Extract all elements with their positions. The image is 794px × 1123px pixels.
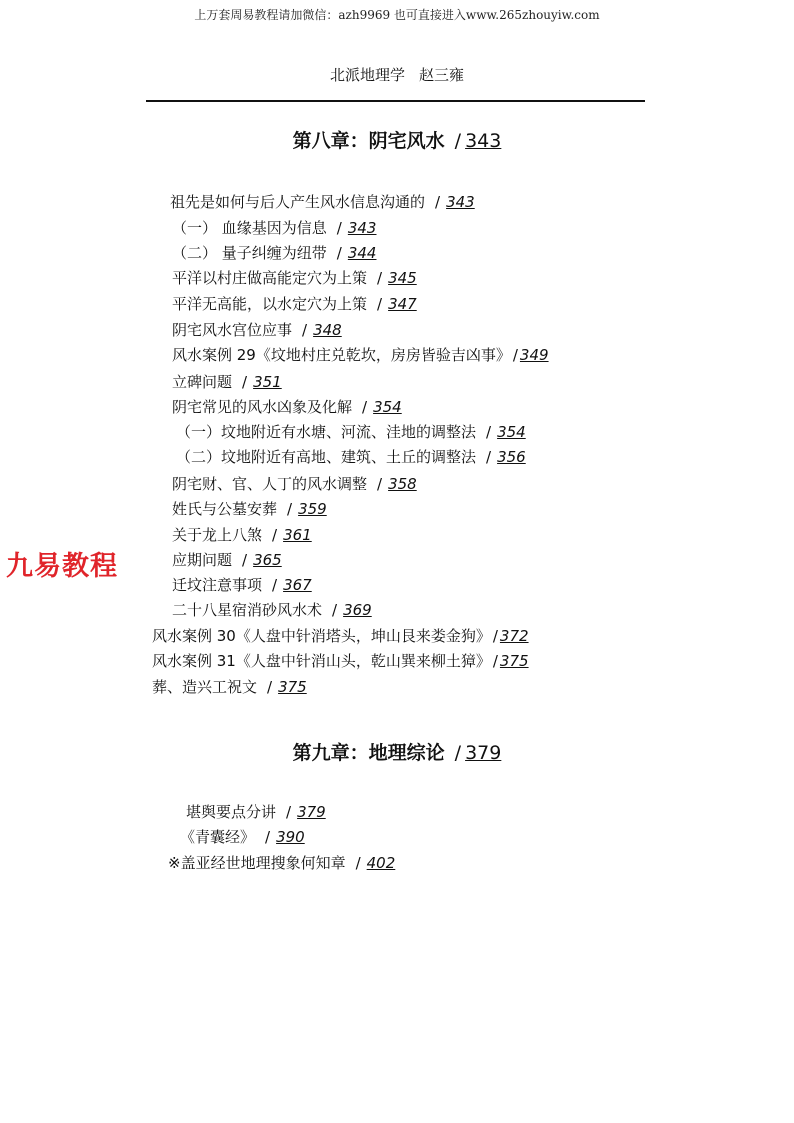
entry-page[interactable]: 402 bbox=[366, 854, 396, 872]
entry-title: 关于龙上八煞 bbox=[172, 526, 263, 544]
top-notice: 上万套周易教程请加微信：azh9969 也可直接进入www.265zhouyiw.com bbox=[194, 8, 600, 22]
entry-title: （一） 血缘基因为信息 bbox=[172, 219, 327, 237]
entry-title: 《青囊经》 bbox=[180, 828, 256, 846]
toc-entry[interactable]: 立碑问题 / 351 bbox=[172, 372, 285, 392]
watermark-logo: 九易教程 bbox=[6, 551, 118, 582]
entry-page[interactable]: 349 bbox=[519, 346, 549, 364]
running-header bbox=[0, 64, 794, 85]
entry-page[interactable]: 344 bbox=[347, 244, 377, 262]
entry-page[interactable]: 351 bbox=[253, 373, 282, 391]
toc-entry[interactable]: （一）坟地附近有水塘、河流、洼地的调整法 / 354 bbox=[176, 422, 529, 442]
entry-page[interactable]: 348 bbox=[313, 321, 342, 339]
entry-title: 风水案例 29《坟地村庄兑乾坎，房房皆验吉凶事》 bbox=[172, 346, 511, 364]
entry-title: （二）坟地附近有高地、建筑、土丘的调整法 bbox=[176, 448, 477, 466]
toc-entry[interactable]: 关于龙上八煞 / 361 bbox=[172, 525, 315, 545]
chapter-heading[interactable]: 第八章：阴宅风水 / 343 bbox=[292, 130, 502, 152]
entry-page[interactable]: 343 bbox=[347, 219, 377, 237]
book-title: 北派地理学 bbox=[329, 66, 405, 84]
header-rule bbox=[146, 100, 645, 102]
chapter-title: 第九章：地理综论 bbox=[292, 742, 445, 764]
entry-title: 应期问题 bbox=[172, 551, 233, 569]
book-author: 赵三雍 bbox=[419, 66, 465, 84]
toc-entry[interactable]: 风水案例 30《人盘中针消塔头，坤山艮来娄金狗》 / 372 bbox=[152, 626, 532, 646]
entry-page[interactable]: 367 bbox=[283, 576, 312, 594]
entry-page[interactable]: 375 bbox=[278, 678, 307, 696]
entry-page[interactable]: 354 bbox=[497, 423, 526, 441]
entry-page[interactable]: 375 bbox=[499, 652, 529, 670]
entry-title: 阴宅风水宫位应事 bbox=[172, 321, 293, 339]
entry-page[interactable]: 345 bbox=[388, 269, 417, 287]
toc-entry[interactable]: 葬、造兴工祝文 / 375 bbox=[152, 677, 310, 697]
toc-entry[interactable]: 应期问题 / 365 bbox=[172, 550, 285, 570]
entry-title: （一）坟地附近有水塘、河流、洼地的调整法 bbox=[176, 423, 477, 441]
entry-title: 祖先是如何与后人产生风水信息沟通的 bbox=[170, 193, 426, 211]
entry-page[interactable]: 358 bbox=[388, 475, 417, 493]
entry-page[interactable]: 354 bbox=[373, 398, 402, 416]
entry-title: 葬、造兴工祝文 bbox=[152, 678, 258, 696]
toc-entry[interactable]: 阴宅风水宫位应事 / 348 bbox=[172, 320, 345, 340]
entry-page[interactable]: 379 bbox=[297, 803, 326, 821]
toc-entry[interactable]: ※盖亚经世地理搜象何知章 / 402 bbox=[168, 853, 399, 873]
entry-page[interactable]: 359 bbox=[298, 500, 327, 518]
toc-entry[interactable]: 堪舆要点分讲 / 379 bbox=[186, 802, 329, 822]
entry-page[interactable]: 390 bbox=[276, 828, 305, 846]
entry-page[interactable]: 361 bbox=[283, 526, 312, 544]
entry-title: 阴宅常见的风水凶象及化解 bbox=[172, 398, 353, 416]
entry-page[interactable]: 365 bbox=[253, 551, 282, 569]
chapter-title: 第八章：阴宅风水 bbox=[292, 130, 445, 152]
entry-title: 风水案例 30《人盘中针消塔头，坤山艮来娄金狗》 bbox=[152, 627, 491, 645]
toc-entry[interactable]: （二） 量子纠缠为纽带 / 344 bbox=[172, 243, 380, 263]
toc-entry[interactable]: （二）坟地附近有高地、建筑、土丘的调整法 / 356 bbox=[176, 447, 529, 467]
toc-entry[interactable]: 二十八星宿消砂风水术 / 369 bbox=[172, 600, 375, 620]
toc-entry[interactable]: 风水案例 29《坟地村庄兑乾坎，房房皆验吉凶事》 / 349 bbox=[172, 345, 552, 365]
entry-title: 平洋无高能，以水定穴为上策 bbox=[172, 295, 368, 313]
entry-title: 堪舆要点分讲 bbox=[186, 803, 277, 821]
entry-title: 平洋以村庄做高能定穴为上策 bbox=[172, 269, 368, 287]
entry-title: 迁坟注意事项 bbox=[172, 576, 263, 594]
entry-title: 风水案例 31《人盘中针消山头，乾山巽来柳土獐》 bbox=[152, 652, 491, 670]
chapter-heading[interactable]: 第九章：地理综论 / 379 bbox=[292, 742, 502, 764]
toc-entry[interactable]: 《青囊经》 / 390 bbox=[180, 827, 308, 847]
chapter-page[interactable]: 343 bbox=[465, 130, 502, 152]
entry-title: 立碑问题 bbox=[172, 373, 233, 391]
chapter-page[interactable]: 379 bbox=[465, 742, 502, 764]
entry-page[interactable]: 369 bbox=[343, 601, 372, 619]
toc-entry[interactable]: （一） 血缘基因为信息 / 343 bbox=[172, 218, 380, 238]
toc-entry[interactable]: 姓氏与公墓安葬 / 359 bbox=[172, 499, 330, 519]
toc-entry[interactable]: 平洋以村庄做高能定穴为上策 / 345 bbox=[172, 268, 420, 288]
entry-title: 阴宅财、官、人丁的风水调整 bbox=[172, 475, 368, 493]
entry-page[interactable]: 372 bbox=[499, 627, 529, 645]
toc-entry[interactable]: 阴宅常见的风水凶象及化解 / 354 bbox=[172, 397, 405, 417]
entry-page[interactable]: 347 bbox=[388, 295, 417, 313]
toc-entry[interactable]: 阴宅财、官、人丁的风水调整 / 358 bbox=[172, 474, 420, 494]
entry-page[interactable]: 343 bbox=[446, 193, 475, 211]
toc-entry[interactable]: 祖先是如何与后人产生风水信息沟通的 / 343 bbox=[170, 192, 478, 212]
entry-title: ※盖亚经世地理搜象何知章 bbox=[168, 854, 346, 872]
entry-title: 姓氏与公墓安葬 bbox=[172, 500, 278, 518]
entry-page[interactable]: 356 bbox=[497, 448, 526, 466]
toc-entry[interactable]: 迁坟注意事项 / 367 bbox=[172, 575, 315, 595]
entry-title: （二） 量子纠缠为纽带 bbox=[172, 244, 327, 262]
toc-entry[interactable]: 风水案例 31《人盘中针消山头，乾山巽来柳土獐》 / 375 bbox=[152, 651, 532, 671]
toc-entry[interactable]: 平洋无高能，以水定穴为上策 / 347 bbox=[172, 294, 420, 314]
entry-title: 二十八星宿消砂风水术 bbox=[172, 601, 323, 619]
